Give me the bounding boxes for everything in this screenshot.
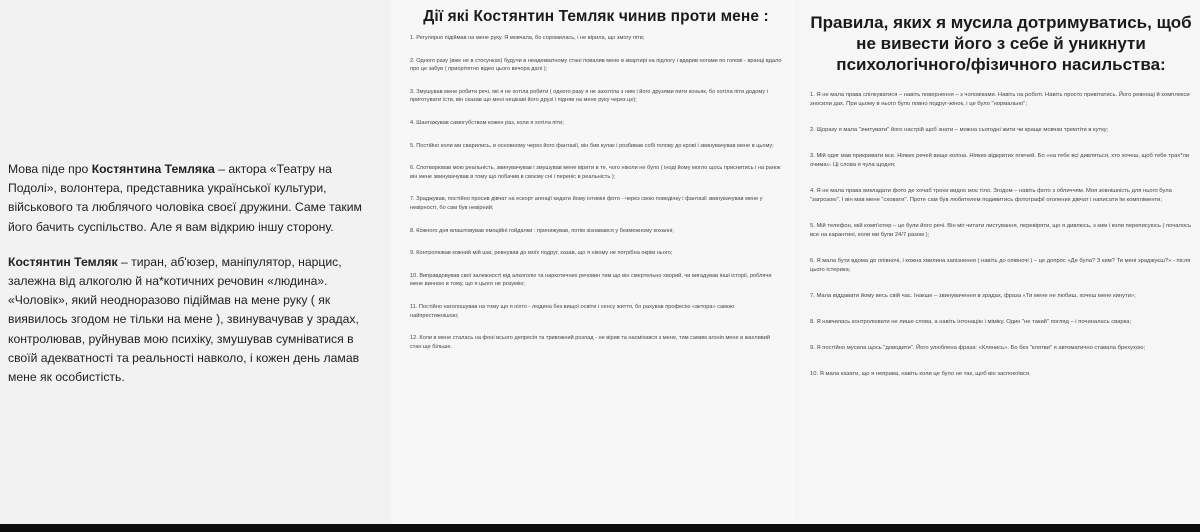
list-item: 1. Я не мала права спілкуватися – навіть повернення – з чоловіками. Навіть на роботі. Навіть просто привітатись. Його ревнощі й комплекси зносили дах. При цьому в нього було повно подруг-жінок, і це було "нормально"; (810, 92, 1190, 107)
list-item: 5. Мій телефон, мій комп'ютер – це були його речі. Він міг читати листування, перевіряти, що я дивлюсь, з ким і коли переписуюсь ( почалось все на карантині, коли ми були 24/7 разом ); (810, 223, 1192, 238)
list-item: 11. Постійно наголошував на тому що я ніхто - людина без вищої освіти і сенсу життя, бо рахував професію «актора» самою найпрестижнішою; (410, 303, 735, 319)
list-item: 3. Мій одяг мав прикривати все. Ніяких речей вище коліна. Ніяких відкритих плечей. Бо «на тебе всі дивляться, хто хочеш, щоб тебе трах*ли очима». Ці слова я чула щодня; (810, 153, 1190, 168)
intro-rest: – актора «Театру на Подолі», волонтера, представника української культури, військового та люблячого чоловіка своєї дружини. Саме таким його бачить суспільство. Але я вам відкрию іншу сторону. (8, 162, 362, 234)
rules-title: Правила, яких я мусила дотримуватись, щоб не вивести його з себе й уникнути психологічного/фізичного насильства: (810, 13, 1192, 74)
list-item: 9. Контролював кожний мій шаг, ревнував до моїх подруг, казав, що я нікому не потрібна окрім нього; (410, 250, 673, 257)
list-item: 7. Зраджував, постійно просив дівчат на ескорт агенції кидати йому інтимні фото - через свою поведінку і фантазії звинувачував мене у невірності, бо сам був невірний; (410, 196, 763, 211)
list-item: 6. Спотворював мою реальність, звинувачував і змушував мене вірити в те, чого ніколи не було ( іноді йому могло щось приснитись і на ранок він мене звинувачував в тому що побачив в своєму сні і переніс в реальність ); (410, 165, 781, 180)
list-item: 2. Щоразу я мала "зчитувати" його настрій щоб знати – можна сьогодні жити чи краще мовчки тремтіти в кутку; (810, 127, 1109, 133)
list-item: 2. Одного разу (вже не в стосунках) будучи в неадекватному стані повалив мене в квартирі на підлогу і вдарив ногами по голові - вранці вдало про це забув ( приорітетно відео цього вечора далі ); (410, 57, 782, 73)
intro-name: Костянтина Темляка (91, 162, 215, 176)
list-item: 12. Коли в мене сталась на фоні всього депресія та тривожний розлад - не вірив та насміхався з мене, тим самим агонія мене в жахливий стан ще більше. (410, 335, 770, 350)
list-item: 3. Змушував мене робити речі, які я не хотіла робити ( одного разу я не захотіла з ним і його друзями пити коньяк, бо хотіла піти додому і приготувати їсти, він сказав що мені нецікаві його друзі і підняв на мене руку через це); (410, 88, 768, 104)
list-item: 4. Я не мала права викладати фото де хочаб трохи видно моє тіло. Згодом – навіть фото з обличчям. Моя зовнішність для нього була "загрозою". І він мав мене "сховати". Проте сам був любителем подивитись фотографії оголених дівчат і написати їм компліменти; (810, 188, 1172, 203)
rules-list (810, 91, 1192, 379)
list-item: 7. Мала віддавати йому весь свій час. Інакше – звинувачення в зрадах, фраза «Ти мене не любиш, хочеш мене кинути»; (810, 293, 1136, 299)
list-item: 5. Постійно коли ми сварились, в основному через його фантазії, він бив кулак і розбивав собі голову до крові і звинувачував мене в цьому; (410, 142, 774, 149)
list-item: 4. Шантажував самогубством кожен раз, коли я хотіла піти; (410, 119, 564, 126)
description-paragraph (8, 253, 376, 387)
list-item: 6. Я мала бути вдома до опівночі, і кожна хвилина запізнення ( навіть до опівночі ) – це допрос «Де була? З ким? Ти мені зраджуєш?» - після цього істерика; (810, 258, 1191, 273)
intro-paragraph (8, 160, 376, 237)
list-item: 8. Кожного дня влаштовував емоційні гойдалки : принижував, потім зізнавався у безмежному коханні; (410, 227, 674, 234)
description-rest: – тиран, аб'юзер, маніпулятор, нарцис, залежна від алкоголю й на*котичних речовин «людина». «Чоловік», який неодноразово підіймав на мене руку ( як виявилось згодом не тільки на мене ), звинувачував у зрадах, контролював, руйнував мою психіку, змушував сумніватися в своїй адекватності та реальності навколо, і кожен день ламав мене як особистість. (8, 254, 360, 385)
description-name: Костянтин Темляк (8, 254, 118, 269)
actions-panel (392, 0, 796, 524)
actions-list (410, 34, 782, 351)
list-item: 10. Виправдовував свої залежності від алкоголю та наркотичних речовин тим що він смертельно хворий, чи вигадував інші історії, роблячи мене винною в тому, що я цього не розумію; (410, 272, 772, 288)
list-item: 9. Я постійно мусила щось "доводити". Його улюблена фраза: «Клянись». Бо без "клятви" я автоматично ставала брехухою; (810, 345, 1146, 351)
list-item: 10. Я мала казати, що я неправа, навіть коли це було не так, щоб він заспокоївся. (810, 371, 1031, 377)
bottom-bar (0, 524, 1200, 532)
list-item: 8. Я навчилась контролювати не лише слова, а навіть інтонацію і міміку. Один "не такий" погляд – і починалась сварка; (810, 319, 1132, 325)
intro-panel (0, 0, 390, 524)
actions-title: Дії які Костянтин Темляк чинив проти мене : (423, 8, 769, 25)
rules-panel (798, 0, 1200, 524)
list-item: 1. Регулярно підіймав на мене руку. Я мовчала, бо соромилась, і не вірила, що змогу піти; (410, 35, 645, 41)
intro-lead: Мова піде про (8, 162, 92, 176)
